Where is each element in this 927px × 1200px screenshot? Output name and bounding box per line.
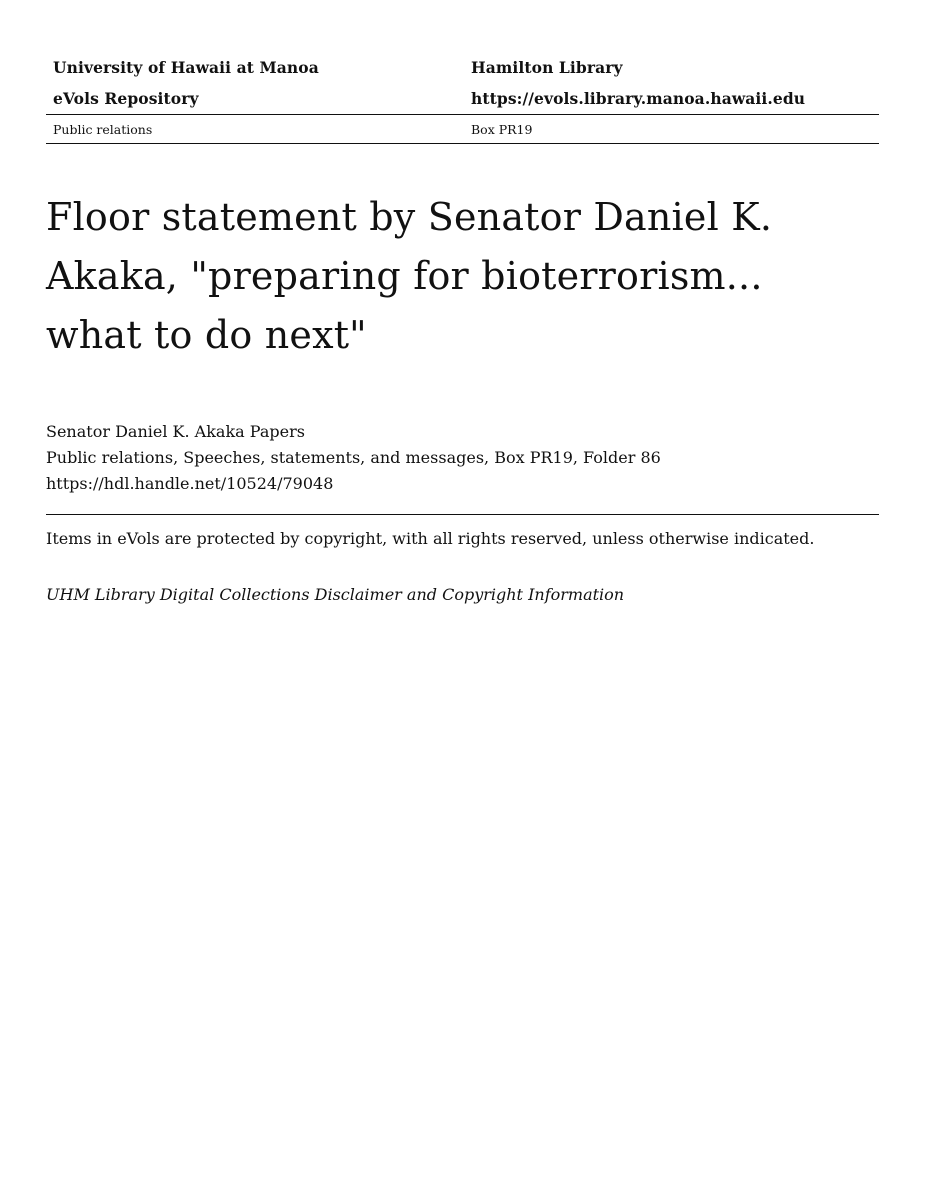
header-bottom-divider bbox=[46, 143, 879, 144]
collection-name: Senator Daniel K. Akaka Papers bbox=[46, 422, 305, 441]
header-row-institution bbox=[46, 52, 879, 83]
institution-name: University of Hawaii at Manoa bbox=[53, 58, 319, 77]
repository-name: eVols Repository bbox=[53, 89, 199, 108]
handle-link[interactable]: https://hdl.handle.net/10524/79048 bbox=[46, 474, 334, 493]
document-metadata bbox=[46, 419, 879, 497]
metadata-divider bbox=[46, 514, 879, 515]
repository-url[interactable]: https://evols.library.manoa.hawaii.edu bbox=[471, 89, 806, 108]
header-row-repository bbox=[46, 83, 879, 114]
collection-series: Public relations bbox=[53, 121, 153, 137]
box-label: Box PR19 bbox=[471, 121, 533, 137]
library-name: Hamilton Library bbox=[471, 58, 623, 77]
disclaimer-link[interactable]: UHM Library Digital Collections Disclaimer and Copyright Information bbox=[46, 585, 625, 604]
cover-header bbox=[46, 52, 879, 144]
folder-location: Public relations, Speeches, statements, and messages, Box PR19, Folder 86 bbox=[46, 448, 661, 467]
document-title: Floor statement by Senator Daniel K. Akaka, "preparing for bioterrorism... what to do next" bbox=[46, 195, 773, 357]
copyright-notice: Items in eVols are protected by copyright, with all rights reserved, unless otherwise indicated. bbox=[46, 529, 815, 548]
header-row-series bbox=[46, 115, 879, 143]
